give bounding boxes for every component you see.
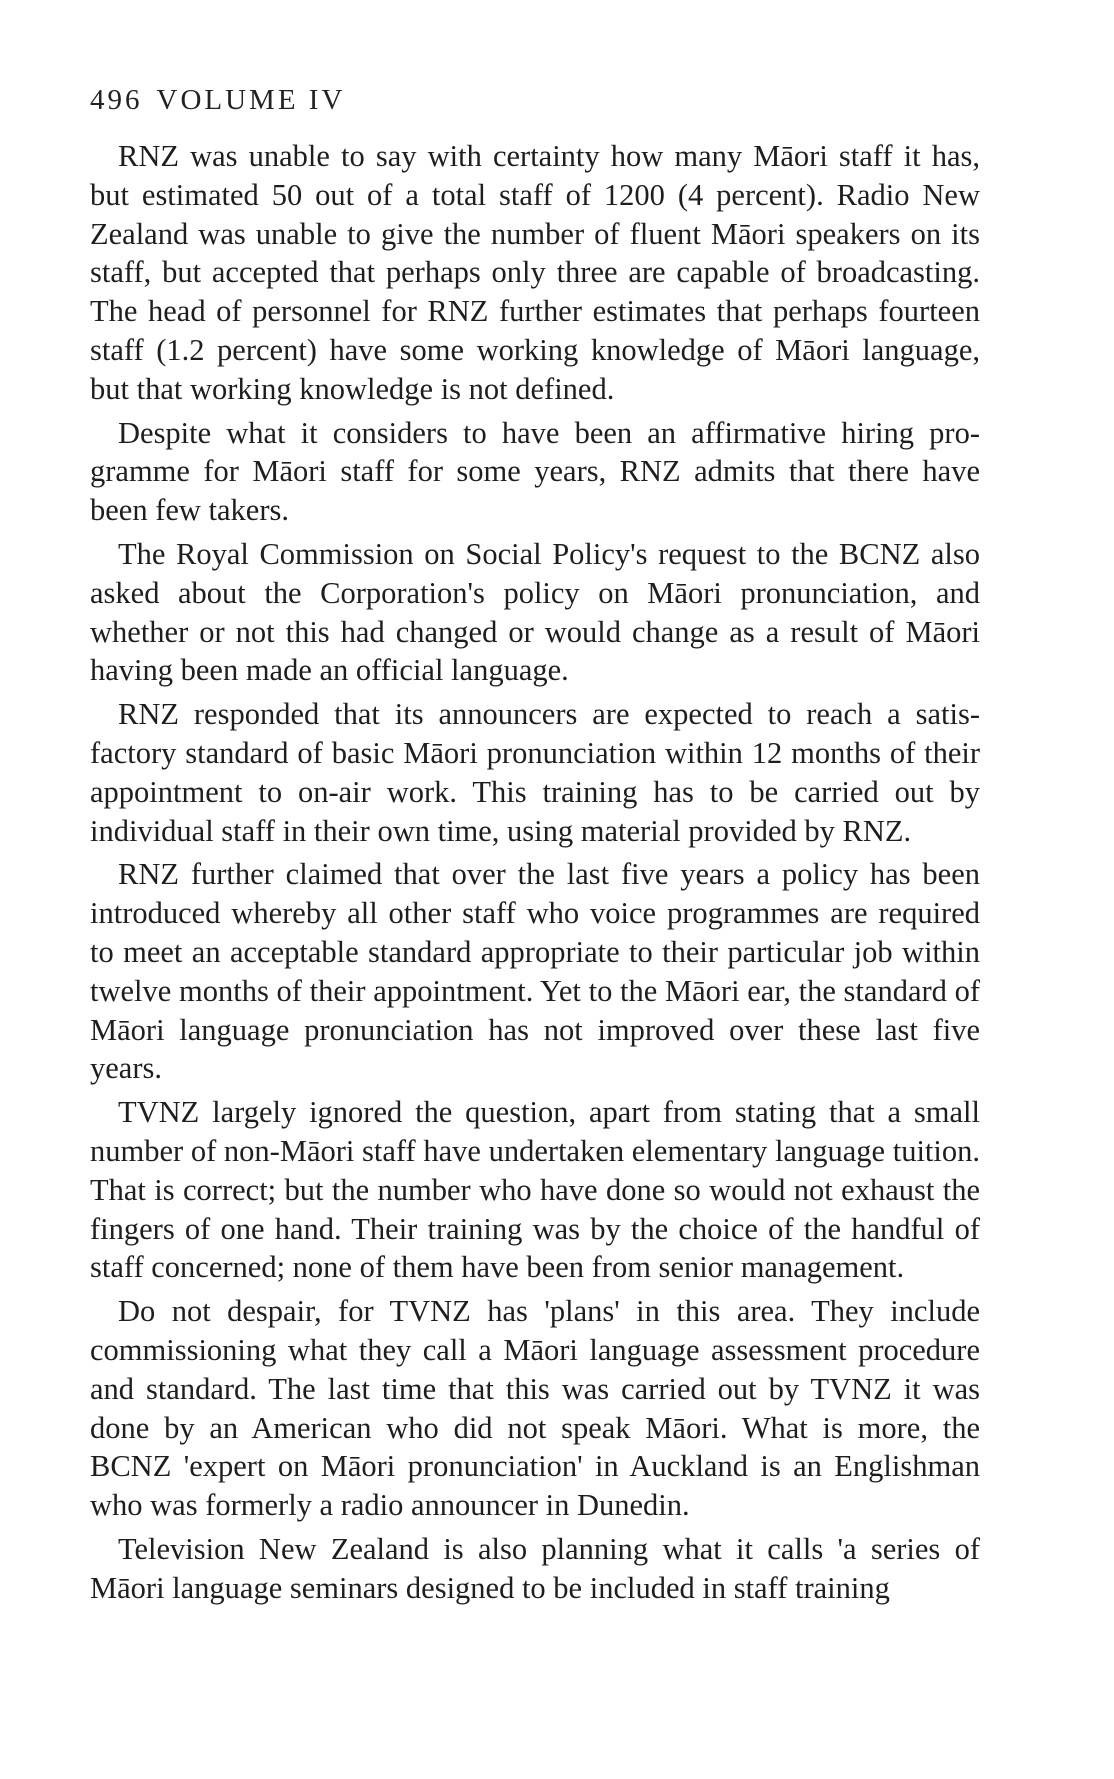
- volume-label: VOLUME IV: [156, 84, 346, 116]
- paragraph: RNZ further claimed that over the last five years a policy has been introduced whereby all other staff who voice programmes are required to meet an acceptable standard appropriate to their particular job within twelve months of their appointment. Yet to the Māori ear, the standard of Māori language pronunciation has not improved over these last five years.: [90, 857, 980, 1086]
- paragraph: RNZ responded that its announcers are expected to reach a satisfactory standard of basic Māori pronunciation within 12 months of their appointment to on-air work. This training has to be carried out by individual staff in their own time, using material provided by RNZ.: [90, 697, 980, 848]
- body-text: [90, 137, 980, 1612]
- running-head: [90, 84, 345, 117]
- paragraph: RNZ was unable to say with certainty how many Māori staff it has, but estimated 50 out of a total staff of 1200 (4 percent). Radio New Zealand was unable to give the number of fluent Māori speakers on its staff, but accepted that perhaps only three are capable of broadcasting. The head of personnel for RNZ further estimates that perhaps fourteen staff (1.2 percent) have some working knowledge of Māori language, but that working knowledge is not defined.: [90, 139, 980, 406]
- paragraph: The Royal Commission on Social Policy's request to the BCNZ also asked about the Corporation's policy on Māori pronunciation, and whether or not this had changed or would change as a result of Māori having been made an official language.: [90, 536, 980, 688]
- paragraph: TVNZ largely ignored the question, apart from stating that a small number of non-Māori staff have undertaken elementary language tuition. That is correct; but the number who have done so would not exhaust the fingers of one hand. Their training was by the choice of the handful of staff concerned; none of them have been from senior management.: [90, 1095, 980, 1285]
- page-number: 496: [90, 84, 143, 116]
- paragraph: Television New Zealand is also planning what it calls 'a series of Māori language seminars designed to be included in staff training: [90, 1531, 980, 1605]
- paragraph: Despite what it considers to have been an affirmative hiring programme for Māori staff for some years, RNZ admits that there have been few takers.: [90, 415, 980, 528]
- paragraph: Do not despair, for TVNZ has 'plans' in this area. They include commissioning what they call a Māori language assessment procedure and standard. The last time that this was carried out by TVNZ it was done by an American who did not speak Māori. What is more, the BCNZ 'expert on Māori pronunciation' in Auckland is an Englishman who was formerly a radio announcer in Dunedin.: [90, 1294, 980, 1523]
